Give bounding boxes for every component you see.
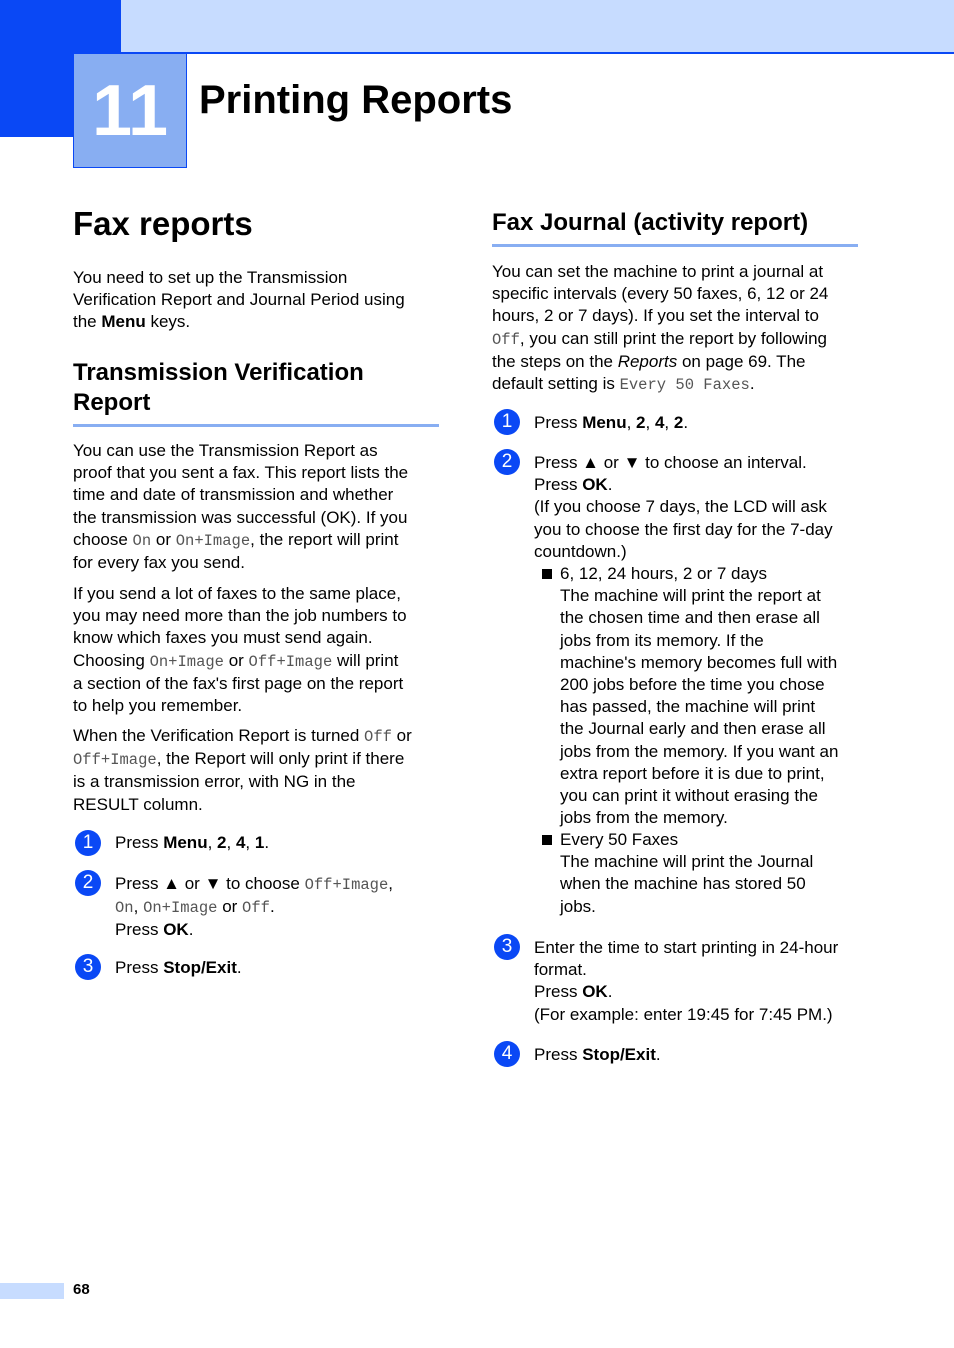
header-band [121, 0, 954, 52]
fax-journal-intro: You can set the machine to print a journal at specific intervals (every 50 faxes, 6, 12 or 24 hours, 2 or 7 days). If you set the interval to Off, you can still print the report by following the steps on the Reports on page 69. The default setting is Every 50 Faxes. [492, 262, 829, 395]
step-number-badge: 2 [75, 870, 101, 896]
header-rule [121, 52, 954, 54]
step-text: Press Stop/Exit. [115, 958, 242, 977]
tvr-paragraph-2: If you send a lot of faxes to the same place, you may need more than the job numbers to know which faxes you must send again. Choosing On+Image or Off+Image will print a section of the fax's first page on the report to help you remember. [73, 584, 407, 716]
step-text: Press ▲ or ▼ to choose an interval. Press OK. (If you choose 7 days, the LCD will ask you to choose the first day for the 7-day countdown.) [534, 453, 833, 561]
step-number-badge: 3 [494, 934, 520, 960]
footer-tab [0, 1283, 64, 1299]
chapter-number: 11 [73, 53, 187, 168]
step-text: Press Menu, 2, 4, 2. [534, 413, 689, 432]
heading-transmission-verification-report: Transmission Verification Report [73, 358, 439, 427]
step-text: Press Stop/Exit. [534, 1045, 661, 1064]
section-title-fax-reports: Fax reports [73, 205, 253, 242]
tvr-paragraph-1: You can use the Transmission Report as proof that you sent a fax. This report lists the time and date of transmission and whether the transmission was successful (OK). If you choose On or On+Image, the report will print for every fax you send. [73, 441, 409, 573]
step-number-badge: 1 [494, 409, 520, 435]
chapter-title: Printing Reports [199, 78, 513, 122]
page-number: 68 [73, 1281, 90, 1298]
step-text: Enter the time to start printing in 24-hour format. Press OK. (For example: enter 19:45 for 7:45 PM.) [534, 938, 839, 1024]
heading-fax-journal: Fax Journal (activity report) [492, 208, 858, 247]
step-number-badge: 4 [494, 1041, 520, 1067]
tvr-paragraph-3: When the Verification Report is turned Off or Off+Image, the Report will only print if there is a transmission error, with NG in the RESULT column. [73, 726, 412, 814]
bullet-item-interval: 6, 12, 24 hours, 2 or 7 days The machine will print the report at the chosen time and then erase all jobs from its memory. If the machine's memory becomes full with 200 jobs before the time you chose has passed, the machine will print the Journal early and then erase all jobs from the memory. If you want an extra report before it is due to print, you can print it without erasing the jobs from the memory. [560, 564, 839, 828]
bullet-square [542, 569, 552, 579]
step-text: Press ▲ or ▼ to choose Off+Image, On, On+Image or Off. Press OK. [115, 874, 394, 940]
left-intro: You need to set up the Transmission Verification Report and Journal Period using the Menu keys. [73, 268, 405, 332]
bullet-item-every-50-faxes: Every 50 Faxes The machine will print the Journal when the machine has stored 50 jobs. [560, 830, 814, 916]
step-number-badge: 2 [494, 449, 520, 475]
step-number-badge: 1 [75, 830, 101, 856]
step-text: Press Menu, 2, 4, 1. [115, 833, 270, 852]
step-number-badge: 3 [75, 954, 101, 980]
bullet-square [542, 835, 552, 845]
